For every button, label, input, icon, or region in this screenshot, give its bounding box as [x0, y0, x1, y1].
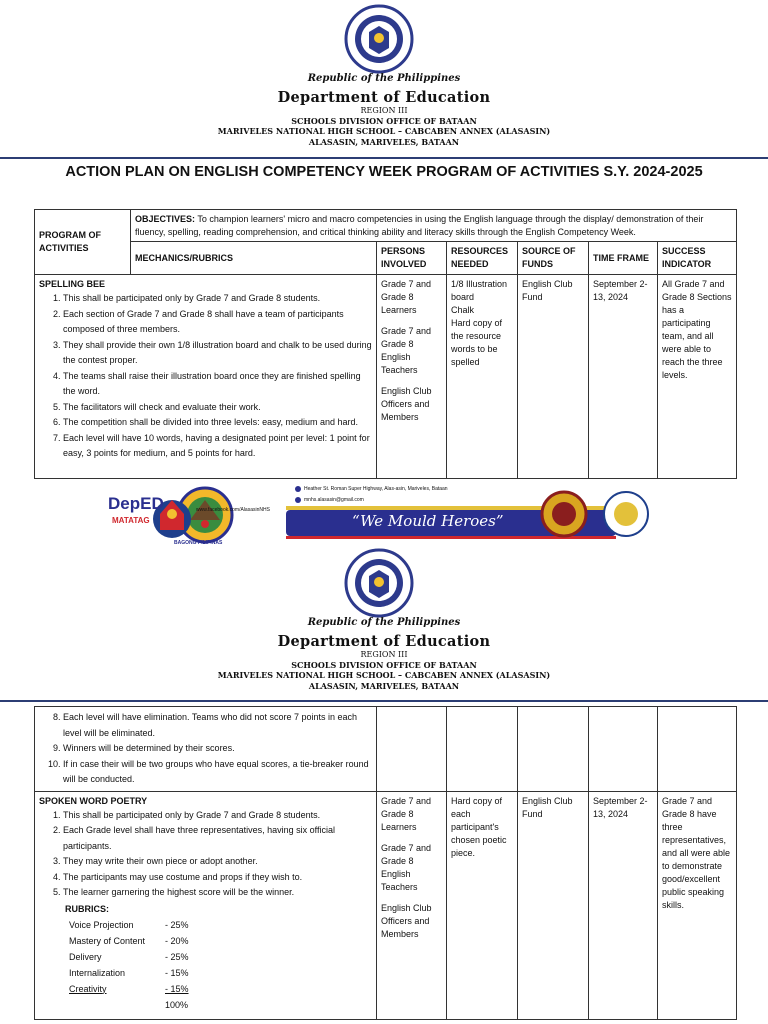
resource-item: Chalk — [451, 305, 475, 315]
poetry-title: SPOKEN WORD POETRY — [39, 795, 148, 806]
rubric-name: Delivery — [69, 951, 102, 962]
rubric-value: - 15% — [165, 967, 189, 978]
resources-header: RESOURCES NEEDED — [447, 242, 518, 275]
empty-cell — [377, 707, 447, 792]
persons-item: Grade 7 and Grade 8 English Teachers — [381, 842, 432, 892]
rubric-row — [69, 917, 372, 933]
success-header: SUCCESS INDICATOR — [658, 242, 737, 275]
spelling-title: SPELLING BEE — [39, 279, 106, 289]
deped-seal-icon — [343, 4, 415, 74]
republic-text: Republic of the Philippines — [307, 617, 461, 628]
empty-cell — [658, 707, 737, 792]
school-text: MARIVELES NATIONAL HIGH SCHOOL – CABCABEN ANNEX (ALASASIN) — [217, 126, 551, 136]
rubric-row — [69, 933, 372, 949]
deped-seal-icon — [343, 548, 415, 618]
rubric-value: - 25% — [165, 951, 189, 962]
list-item: 9. Winners will be determined by their scores. — [63, 741, 372, 757]
spelling-time: September 2-13, 2024 — [589, 275, 658, 479]
objectives-label: OBJECTIVES: — [135, 214, 196, 224]
list-item: 4. The teams shall raise their illustration board once they are finished spelling the word. — [63, 369, 372, 400]
persons-item: Grade 7 and Grade 8 English Teachers — [381, 326, 432, 375]
division-text: SCHOOLS DIVISION OFFICE OF BATAAN — [291, 116, 477, 126]
rubric-name: Voice Projection — [69, 919, 134, 930]
list-item: 6. The competition shall be divided into three levels: easy, medium and hard. — [63, 415, 372, 431]
empty-cell — [518, 707, 589, 792]
header-rule — [0, 700, 768, 702]
list-item: 5. The learner garnering the highest score will be the winner. — [63, 885, 372, 901]
spelling-persons — [377, 275, 447, 479]
spelling-source: English Club Fund — [518, 275, 589, 479]
empty-cell — [589, 707, 658, 792]
rubric-total: 100% — [165, 999, 189, 1010]
objectives-text: To champion learners' micro and macro competencies in using the English language through the display/ demonstration of their fluency, spelling, reading comprehension, and critical thinking ability and literacy skills through the English Competency Week. — [135, 214, 704, 237]
footer-email: mnhs.alasasin@gmail.com — [304, 497, 364, 503]
rubric-row — [69, 981, 197, 997]
source-header: SOURCE OF FUNDS — [518, 242, 589, 275]
resource-item: 1/8 Illustration board — [451, 279, 508, 302]
poetry-source: English Club Fund — [518, 791, 589, 1019]
poetry-persons — [377, 791, 447, 1019]
list-item: 2. Each Grade level shall have three representatives, having six official participants. — [63, 823, 372, 854]
persons-item: English Club Officers and Members — [381, 386, 432, 422]
poetry-time: September 2-13, 2024 — [589, 791, 658, 1019]
footer-motto: “We Mould Heroes” — [352, 512, 504, 530]
department-title: Department of Education — [277, 89, 491, 106]
page-title: ACTION PLAN ON ENGLISH COMPETENCY WEEK PROGRAM OF ACTIVITIES S.Y. 2024-2025 — [65, 164, 703, 180]
persons-item: Grade 7 and Grade 8 Learners — [381, 795, 432, 832]
rubric-name: Mastery of Content — [69, 935, 146, 946]
persons-header: PERSONS INVOLVED — [377, 242, 447, 275]
list-item: 3. They may write their own piece or adopt another. — [63, 854, 372, 870]
department-title: Department of Education — [277, 633, 491, 650]
rubric-row — [69, 949, 372, 965]
rubric-value: - 20% — [165, 935, 189, 946]
region-text: REGION III — [360, 650, 408, 659]
school-text: MARIVELES NATIONAL HIGH SCHOOL – CABCABEN ANNEX (ALASASIN) — [217, 670, 551, 680]
list-item: 2. Each section of Grade 7 and Grade 8 shall have a team of participants composed of three members. — [63, 307, 372, 338]
list-item: 7. Each level will have 10 words, having a designated point per level: 1 point for easy, 3 points for medium, and 5 points for hard. — [63, 431, 372, 462]
header-rule — [0, 157, 768, 159]
address-text: ALASASIN, MARIVELES, BATAAN — [308, 681, 460, 691]
bagong-pilipinas-text: BAGONG PILIPINAS — [174, 540, 223, 546]
action-plan-table — [34, 209, 737, 479]
persons-item: Grade 7 and Grade 8 Learners — [381, 279, 432, 315]
footer-banner — [108, 486, 662, 548]
rubrics-block — [39, 901, 372, 1013]
action-plan-table-continued — [34, 706, 737, 1020]
spelling-resources — [447, 275, 518, 479]
list-item: 4. The participants may use costume and props if they wish to. — [63, 870, 372, 886]
list-item: 3. They shall provide their own 1/8 illustration board and chalk to be used during the contest proper. — [63, 338, 372, 369]
spelling-continued — [35, 707, 377, 792]
rubric-total-row — [69, 997, 372, 1013]
matatag-text: MATATAG — [112, 516, 150, 525]
poetry-resources: Hard copy of each participant's chosen poetic piece. — [447, 791, 518, 1019]
program-label: PROGRAM OF ACTIVITIES — [35, 210, 131, 275]
empty-cell — [447, 707, 518, 792]
republic-text: Republic of the Philippines — [307, 73, 461, 84]
region-text: REGION III — [360, 106, 408, 115]
deped-logo-text: DepED — [108, 494, 164, 513]
rubric-name: Creativity — [69, 983, 107, 994]
rubric-value: - 15% — [165, 983, 189, 994]
resource-item: Hard copy of the resource words to be spelled — [451, 318, 503, 367]
rubric-value: - 25% — [165, 919, 189, 930]
poetry-success: Grade 7 and Grade 8 have three representatives, and all were able to demonstrate good/excellent public speaking skills. — [658, 791, 737, 1019]
mechanics-header: MECHANICS/RUBRICS — [131, 242, 377, 275]
footer-facebook: www.facebook.com/AlasasinNHS — [196, 507, 270, 513]
objectives-cell — [131, 210, 737, 242]
division-text: SCHOOLS DIVISION OFFICE OF BATAAN — [291, 660, 477, 670]
footer-address: Heather St. Roman Super Highway, Alas-asin, Mariveles, Bataan — [304, 486, 448, 492]
persons-item: English Club Officers and Members — [381, 902, 432, 939]
list-item: 8. Each level will have elimination. Teams who did not score 7 points in each level will be eliminated. — [63, 710, 372, 741]
rubrics-label: RUBRICS: — [65, 903, 109, 914]
list-item: 10. If in case their will be two groups who have equal scores, a tie-breaker round will be conducted. — [63, 757, 372, 788]
spelling-mechanics — [35, 275, 377, 479]
list-item: 5. The facilitators will check and evaluate their work. — [63, 400, 372, 416]
spelling-success: All Grade 7 and Grade 8 Sections has a participating team, and all were able to reach the three levels. — [658, 275, 737, 479]
address-text: ALASASIN, MARIVELES, BATAAN — [308, 137, 460, 147]
poetry-mechanics — [35, 791, 377, 1019]
list-item: 1. This shall be participated only by Grade 7 and Grade 8 students. — [63, 808, 372, 824]
rubric-name: Internalization — [69, 967, 126, 978]
rubric-row — [69, 965, 372, 981]
time-header: TIME FRAME — [589, 242, 658, 275]
list-item: 1. This shall be participated only by Grade 7 and Grade 8 students. — [63, 291, 372, 307]
